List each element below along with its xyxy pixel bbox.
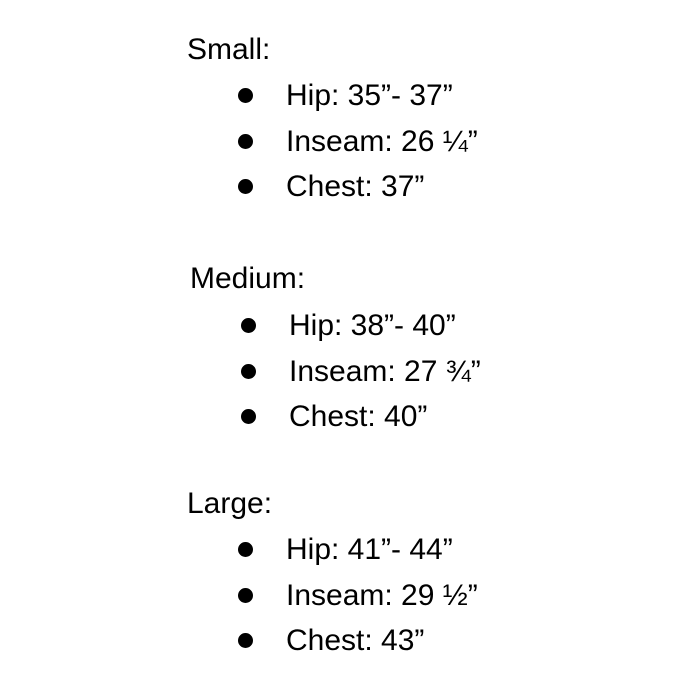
measurement-text: Chest: 40” (289, 400, 428, 433)
measurement-item-hip (187, 79, 478, 125)
measurement-text: Hip: 35”- 37” (286, 79, 453, 112)
bullet-icon (241, 318, 256, 333)
measurement-item-chest (190, 400, 481, 446)
measurement-item-hip (190, 309, 481, 355)
bullet-icon (241, 364, 256, 379)
bullet-icon (238, 542, 253, 557)
bullet-icon (238, 179, 253, 194)
measurement-item-chest (187, 170, 478, 216)
measurement-item-chest (187, 624, 478, 670)
bullet-icon (238, 134, 253, 149)
size-section-medium (190, 262, 481, 446)
measurement-text: Inseam: 27 ¾” (289, 354, 481, 388)
measurement-text: Chest: 43” (286, 624, 425, 657)
size-heading-large: Large: (187, 487, 273, 520)
bullet-icon (238, 88, 253, 103)
size-heading-medium: Medium: (190, 262, 306, 295)
measurement-text: Inseam: 26 ¼” (286, 124, 478, 158)
measurement-item-inseam (187, 579, 478, 625)
measurement-item-inseam (187, 125, 478, 171)
bullet-icon (241, 409, 256, 424)
measurement-item-hip (187, 533, 478, 579)
size-section-large (187, 487, 478, 670)
measurement-list-medium (190, 309, 481, 446)
measurement-text: Hip: 41”- 44” (286, 533, 453, 566)
measurement-text: Hip: 38”- 40” (289, 309, 456, 342)
measurement-item-inseam (190, 355, 481, 401)
size-section-small (187, 33, 478, 216)
size-heading-small: Small: (187, 33, 271, 66)
bullet-icon (238, 588, 253, 603)
measurement-text: Chest: 37” (286, 170, 425, 203)
measurement-list-large (187, 533, 478, 670)
measurement-text: Inseam: 29 ½” (286, 578, 478, 612)
measurement-list-small (187, 79, 478, 216)
bullet-icon (238, 633, 253, 648)
